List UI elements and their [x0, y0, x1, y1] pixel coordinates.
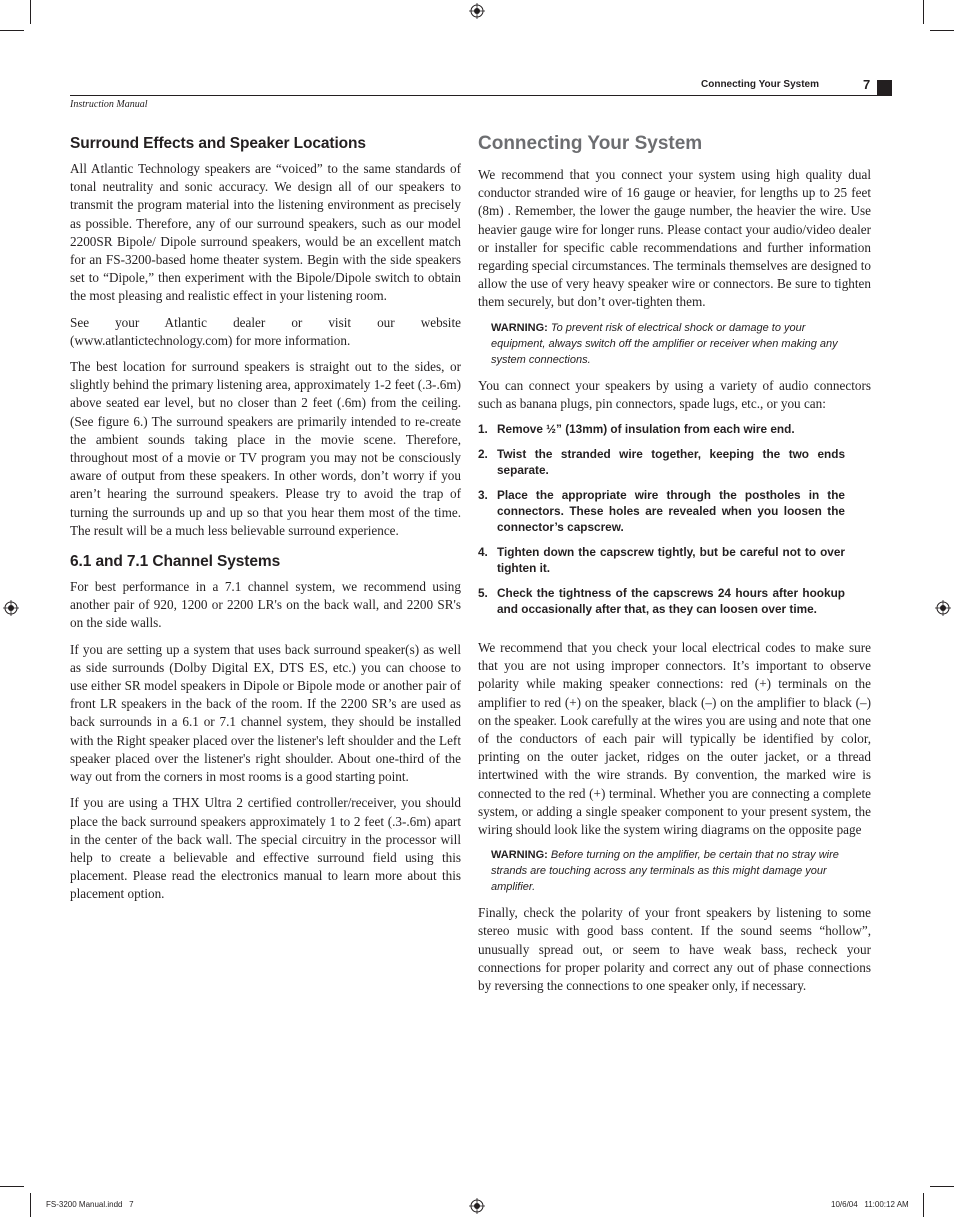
footer-timestamp: 10/6/04 11:00:12 AM	[831, 1200, 909, 1209]
paragraph: For best performance in a 7.1 channel system, we recommend using another pair of 920, 1200 or 2200 LR's on the back wall, and 2200 SR's on the side walls.	[70, 579, 461, 631]
crop-mark	[923, 0, 924, 24]
warning-text: To prevent risk of electrical shock or damage to your equipment, always switch off the amplifier or receiver when making any system connections.	[491, 321, 838, 366]
step-text: Twist the stranded wire together, keeping the two ends separate.	[497, 447, 845, 478]
warning-label: WARNING:	[491, 321, 548, 334]
warning-label: WARNING:	[491, 849, 548, 862]
step-text: Place the appropriate wire through the postholes in the connectors. These holes are revealed when you loosen the connector’s capscrew.	[497, 488, 845, 535]
list-item	[478, 421, 871, 437]
right-column	[478, 132, 871, 1003]
warning-note	[491, 320, 871, 368]
footer-file-label: FS-3200 Manual.indd 7	[46, 1200, 134, 1209]
manual-label: Instruction Manual	[70, 99, 148, 110]
registration-mark-icon	[3, 600, 19, 616]
step-number: 2.	[478, 447, 488, 462]
step-number: 1.	[478, 422, 488, 437]
step-number: 5.	[478, 586, 488, 601]
paragraph: See your Atlantic dealer or visit our website (www.atlantictechnology.com) for more information.	[70, 314, 461, 348]
step-number: 4.	[478, 545, 488, 560]
paragraph: We recommend that you connect your system using high quality dual conductor stranded wire of 16 gauge or heavier, for lengths up to 25 feet (8m) . Remember, the lower the gauge number, the heavier the wire. Use heavier gauge wire for longer runs. Please contact your audio/video dealer or installer for specific cable recommendations and further information regarding special circumstances. The terminals themselves are designed to allow the use of very heavy speaker wire or connectors. Be sure to tighten them securely, but don’t over-tighten them.	[478, 167, 871, 310]
page-title: Connecting Your System	[478, 133, 703, 154]
registration-mark-icon	[469, 1198, 485, 1214]
running-header-title: Connecting Your System	[701, 79, 819, 90]
paragraph: You can connect your speakers by using a variety of audio connectors such as banana plugs, pin connectors, spade lugs, etc., or you can:	[478, 377, 871, 411]
page-number: 7	[863, 77, 871, 92]
steps-list	[478, 421, 871, 617]
crop-mark	[0, 1186, 24, 1187]
crop-mark	[930, 1186, 954, 1187]
warning-note	[491, 847, 871, 895]
step-number: 3.	[478, 488, 488, 503]
crop-mark	[30, 1193, 31, 1217]
list-item	[478, 487, 871, 535]
section-heading: Surround Effects and Speaker Locations	[70, 135, 366, 152]
crop-mark	[923, 1193, 924, 1217]
step-text: Tighten down the capscrew tightly, but be careful not to over tighten it.	[497, 545, 845, 576]
paragraph: If you are setting up a system that uses back surround speaker(s) as well as side surrounds (Dolby Digital EX, DTS ES, etc.) you can choose to use either SR model speakers in Dipole or Bipole mode or another pair of front LR speakers in the back of the room. If the 2200 SR’s are used as back surrounds in a 6.1 or 7.1 channel system, they should be installed with the Right speaker placed over the listener's left shoulder and the Left speaker placed over the listener's right shoulder. About one-third of the way out from the corners in most rooms is a good starting point.	[70, 641, 461, 785]
list-item	[478, 446, 871, 478]
paragraph: If you are using a THX Ultra 2 certified controller/receiver, you should place the back surround speakers approximately 1 to 2 feet (.3-.6m) apart in the center of the back wall. The special circuitry in the processor will help to create a believable and effective surround field using this placement. Please read the electronics manual to learn more about this placement option.	[70, 795, 461, 902]
paragraph: The best location for surround speakers is straight out to the sides, or slightly behind the primary listening area, approximately 1-2 feet (.3-.6m) above seated ear level, but no closer than 2 feet (.6m) from the ceiling. (See figure 6.) The surround speakers are primarily intended to re-create the ambient sounds taking place in the movie scene. Therefore, throughout most of a movie or TV program you may not be consciously aware of output from these speakers. In other words, don’t worry if you aren’t hearing the surround speakers. Please try to avoid the trap of turning the surrounds up and up so that you hear them most of the time. The result will be a much less believable surround experience.	[70, 359, 461, 538]
warning-text: Before turning on the amplifier, be certain that no stray wire strands are touching across any terminals as this might damage your amplifier.	[491, 849, 839, 894]
crop-mark	[30, 0, 31, 24]
registration-mark-icon	[935, 600, 951, 616]
page-number-tab	[877, 80, 892, 95]
list-item	[478, 585, 871, 617]
crop-mark	[0, 30, 24, 31]
step-text: Remove ½” (13mm) of insulation from each wire end.	[497, 422, 795, 437]
step-text: Check the tightness of the capscrews 24 hours after hookup and occasionally after that, as they can loosen over time.	[497, 586, 845, 617]
left-column	[70, 134, 461, 912]
paragraph: All Atlantic Technology speakers are “voiced” to the same standards of tonal neutrality and sonic accuracy. We design all of our speakers to transmit the program material into the listening environment as precisely as possible. Therefore, any of our surround speakers, such as our model 2200SR Bipole/ Dipole surround speakers, would be an excellent match for an FS-3200-based home theater system. Begin with the side speakers set to “Dipole,” then experiment with the Bipole/Dipole switch to obtain the most pleasing and realistic effect in your listening room.	[70, 161, 461, 304]
crop-mark	[930, 30, 954, 31]
paragraph: We recommend that you check your local electrical codes to make sure that you are not using improper connectors. It’s important to observe polarity while making speaker connections: red (+) terminals on the amplifier to red (+) on the speaker, black (–) on the amplifier to black (–) on the speaker. Look carefully at the wires you are using and note that one of the conductors of each pair will typically be identified by color, printing on the outer jacket, ridges on the outer jacket, or a thread intertwined with the wire strands. By convention, the marked wire is connected to the red (+) terminal. Whether you are connecting a complete system, or adding a single speaker component to your present system, the wiring should look like the system wiring diagrams on the opposite page	[478, 640, 871, 838]
list-item	[478, 544, 871, 576]
paragraph: Finally, check the polarity of your front speakers by listening to some stereo music with good bass content. If the sound seems “hollow”, unusually spread out, or seem to have weak bass, recheck your connections for proper polarity and correct any out of phase connections by reversing the connections to one speaker only, if necessary.	[478, 905, 871, 994]
spacer	[478, 631, 871, 639]
section-heading: 6.1 and 7.1 Channel Systems	[70, 553, 281, 571]
registration-mark-icon	[469, 3, 485, 19]
header-rule	[70, 95, 892, 96]
